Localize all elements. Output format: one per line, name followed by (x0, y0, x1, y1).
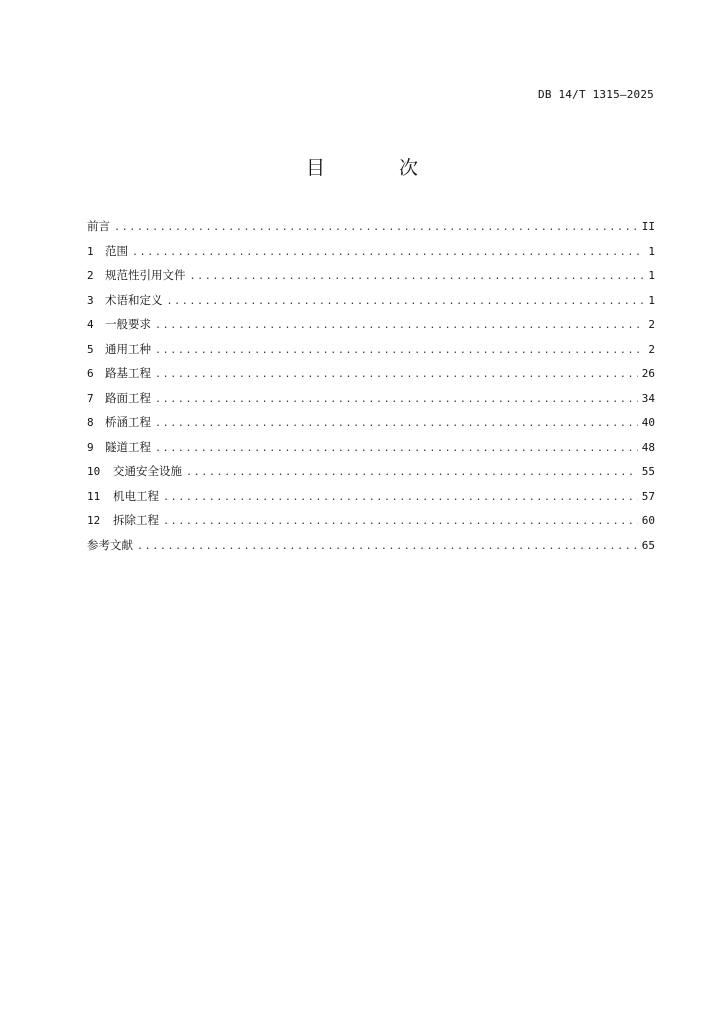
toc-entry[interactable] (87, 488, 655, 513)
toc-leader-dots (163, 516, 638, 527)
toc-entry-page: 60 (641, 514, 655, 527)
toc-leader-dots (163, 492, 638, 503)
toc-entry-label: 规范性引用文件 (105, 268, 186, 282)
toc-entry-label: 拆除工程 (113, 513, 159, 527)
toc-leader-dots (167, 296, 645, 307)
toc-entry-page: 34 (641, 391, 655, 405)
toc-entry-page: 1 (648, 293, 655, 307)
toc-entry-label: 通用工种 (105, 341, 151, 356)
toc-entry[interactable] (87, 390, 655, 415)
toc-entry-number: 10 (87, 465, 101, 478)
toc-entry[interactable] (87, 243, 655, 268)
toc-entry-number: 1 (87, 244, 94, 258)
toc-entry-number: 4 (87, 318, 94, 331)
toc-leader-dots (114, 222, 638, 233)
toc-entry-page: 57 (641, 489, 655, 503)
toc-entry-number: 7 (87, 391, 94, 405)
toc-entry-page: 65 (641, 538, 655, 552)
toc-entry[interactable] (87, 463, 655, 488)
toc-entry-page: 48 (641, 440, 655, 454)
toc-entry[interactable] (87, 365, 655, 390)
toc-entry-label: 机电工程 (113, 488, 159, 503)
toc-entry-label: 隧道工程 (105, 439, 151, 454)
toc-entry[interactable] (87, 267, 655, 292)
toc-entry-number: 3 (87, 293, 94, 307)
toc-leader-dots (155, 418, 638, 429)
toc-leader-dots (132, 247, 644, 258)
toc-entry-number: 6 (87, 367, 94, 380)
toc-leader-dots (190, 271, 645, 282)
toc-entry-page: 1 (648, 244, 655, 258)
toc-entry-label: 范围 (105, 243, 128, 258)
toc-entry[interactable] (87, 537, 655, 562)
toc-leader-dots (155, 345, 644, 356)
toc-entry-number: 8 (87, 416, 94, 429)
toc-entry-number: 11 (87, 489, 101, 503)
toc-entry[interactable] (87, 414, 655, 439)
toc-entry-label: 参考文献 (87, 537, 133, 552)
toc-leader-dots (137, 541, 638, 552)
toc-entry-label: 交通安全设施 (113, 464, 182, 478)
table-of-contents (87, 218, 655, 561)
document-code: DB 14/T 1315—2025 (538, 88, 654, 101)
page-title: 目 次 (305, 157, 453, 179)
toc-entry-label: 路基工程 (105, 366, 151, 380)
toc-entry-label: 一般要求 (105, 317, 151, 331)
toc-entry-page: 1 (648, 269, 655, 282)
toc-entry-page: 40 (641, 416, 655, 429)
toc-entry-label: 前言 (87, 219, 110, 233)
toc-entry[interactable] (87, 512, 655, 537)
toc-entry-label: 桥涵工程 (105, 415, 151, 429)
toc-entry[interactable] (87, 341, 655, 366)
toc-entry[interactable] (87, 439, 655, 464)
toc-leader-dots (186, 467, 638, 478)
toc-entry-page: 55 (641, 465, 655, 478)
toc-entry-page: II (641, 220, 655, 233)
toc-entry-page: 2 (648, 318, 655, 331)
toc-leader-dots (155, 394, 638, 405)
toc-entry-number: 5 (87, 342, 94, 356)
toc-entry-page: 26 (641, 367, 655, 380)
toc-leader-dots (155, 443, 638, 454)
toc-entry-page: 2 (648, 342, 655, 356)
toc-entry[interactable] (87, 218, 655, 243)
toc-entry-label: 路面工程 (105, 390, 151, 405)
toc-entry-number: 12 (87, 514, 101, 527)
toc-entry[interactable] (87, 316, 655, 341)
toc-entry-number: 2 (87, 269, 94, 282)
toc-leader-dots (155, 369, 638, 380)
toc-entry-label: 术语和定义 (105, 292, 163, 307)
toc-leader-dots (155, 320, 644, 331)
toc-entry[interactable] (87, 292, 655, 317)
toc-entry-number: 9 (87, 440, 94, 454)
